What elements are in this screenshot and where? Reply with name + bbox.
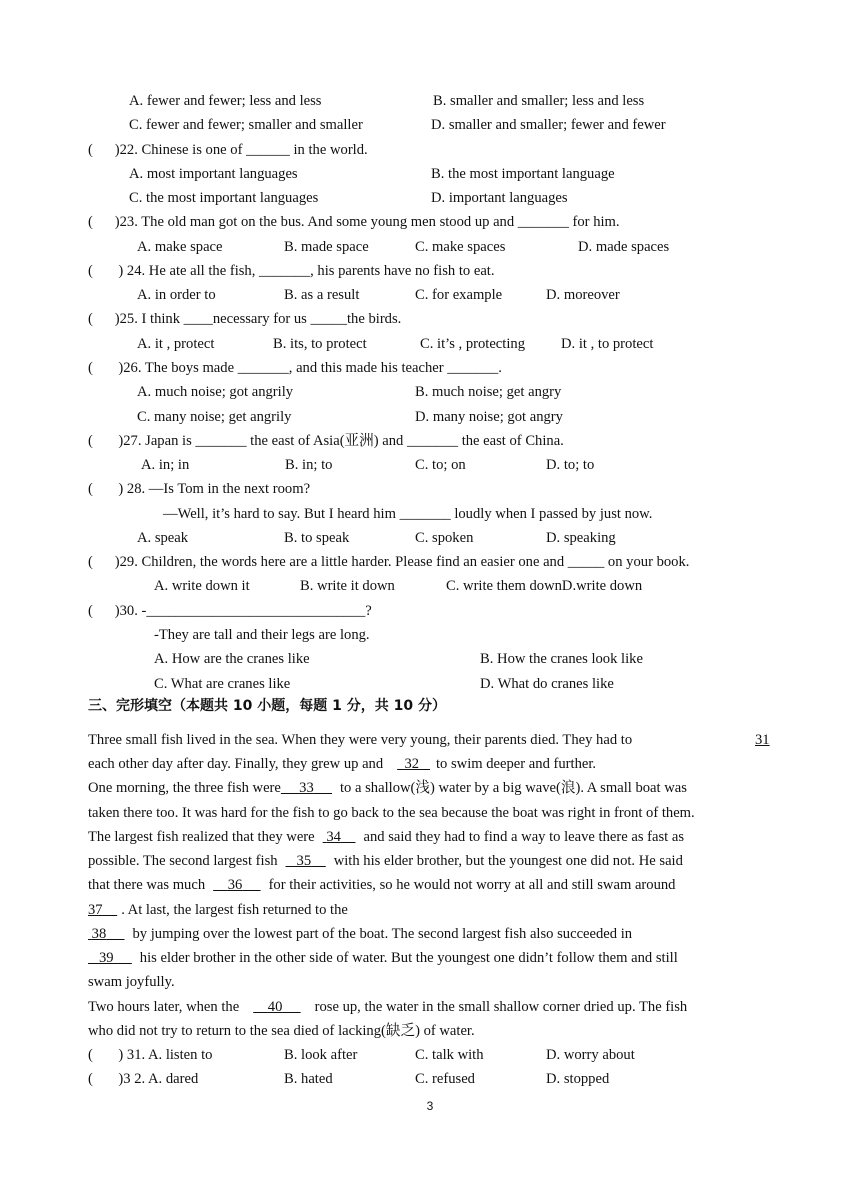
q31-option-d: D. worry about bbox=[546, 1047, 635, 1063]
passage-line: possible. The second largest fish 35 with his elder brother, but the youngest one did not. He said bbox=[88, 853, 683, 869]
q27-stem: ( )27. Japan is _______ the east of Asia(亚洲) and _______ the east of China. bbox=[88, 433, 564, 449]
q30-option-d: D. What do cranes like bbox=[480, 676, 614, 692]
passage-line: swam joyfully. bbox=[88, 974, 175, 990]
q30-option-b: B. How the cranes look like bbox=[480, 651, 643, 667]
passage-line: One morning, the three fish were 33 to a shallow(浅) water by a big wave(浪). A small boat was bbox=[88, 780, 687, 796]
q21-option-d: D. smaller and smaller; fewer and fewer bbox=[431, 117, 666, 133]
q23-option-a: A. make space bbox=[137, 239, 223, 255]
q28-stem-response: —Well, it’s hard to say. But I heard him _______ loudly when I passed by just now. bbox=[163, 506, 653, 522]
passage-line: taken there too. It was hard for the fish to go back to the sea because the boat was right in front of them. bbox=[88, 805, 695, 821]
blank-37: 37 bbox=[88, 902, 103, 918]
q28-option-d: D. speaking bbox=[546, 530, 616, 546]
q30-stem: ( )30. -______________________________? bbox=[88, 603, 372, 619]
q22-option-c: C. the most important languages bbox=[129, 190, 319, 206]
q23-stem: ( )23. The old man got on the bus. And some young men stood up and _______ for him. bbox=[88, 214, 620, 230]
passage-line: that there was much 36 for their activities, so he would not worry at all and still swam around bbox=[88, 877, 676, 893]
passage-line: Two hours later, when the 40 rose up, the water in the small shallow corner dried up. The fish bbox=[88, 999, 688, 1015]
q25-stem: ( )25. I think ____necessary for us _____the birds. bbox=[88, 311, 402, 327]
blank-34: 34 bbox=[326, 829, 341, 845]
q26-option-d: D. many noise; got angry bbox=[415, 409, 563, 425]
q31-stem: ( ) 31. A. listen to bbox=[88, 1047, 213, 1063]
q30-option-c: C. What are cranes like bbox=[154, 676, 291, 692]
q25-option-b: B. its, to protect bbox=[273, 336, 367, 352]
passage-line: who did not try to return to the sea died of lacking(缺乏) of water. bbox=[88, 1023, 475, 1039]
passage-line: each other day after day. Finally, they grew up and 32 to swim deeper and further. bbox=[88, 756, 597, 772]
q27-option-b: B. in; to bbox=[285, 457, 333, 473]
q28-stem: ( ) 28. —Is Tom in the next room? bbox=[88, 481, 311, 497]
q23-option-c: C. make spaces bbox=[415, 239, 506, 255]
q32-stem: ( )3 2. A. dared bbox=[88, 1071, 199, 1087]
q28-option-a: A. speak bbox=[137, 530, 189, 546]
q24-stem: ( ) 24. He ate all the fish, _______, his parents have no fish to eat. bbox=[88, 263, 495, 279]
q32-option-d: D. stopped bbox=[546, 1071, 610, 1087]
q22-option-b: B. the most important language bbox=[431, 166, 615, 182]
q26-option-a: A. much noise; got angrily bbox=[137, 384, 294, 400]
q29-option-a: A. write down it bbox=[154, 578, 250, 594]
q22-stem: ( )22. Chinese is one of ______ in the world. bbox=[88, 142, 368, 158]
blank-38: 38 bbox=[91, 926, 107, 942]
blank-33: 33 bbox=[299, 780, 314, 796]
section-title-cloze: 三、完形填空（本题共 10 小题，每题 1 分，共 10 分） bbox=[88, 698, 446, 714]
q28-option-c: C. spoken bbox=[415, 530, 474, 546]
q21-option-c: C. fewer and fewer; smaller and smaller bbox=[129, 117, 363, 133]
q31-option-c: C. talk with bbox=[415, 1047, 484, 1063]
q26-stem: ( )26. The boys made _______, and this made his teacher _______. bbox=[88, 360, 502, 376]
q23-option-d: D. made spaces bbox=[578, 239, 670, 255]
q29-stem: ( )29. Children, the words here are a little harder. Please find an easier one and _____ on your book. bbox=[88, 554, 690, 570]
q22-option-d: D. important languages bbox=[431, 190, 568, 206]
q27-option-c: C. to; on bbox=[415, 457, 466, 473]
q29-option-c: C. write them downD.write down bbox=[446, 578, 643, 594]
q31-option-b: B. look after bbox=[284, 1047, 358, 1063]
q26-option-c: C. many noise; get angrily bbox=[137, 409, 292, 425]
blank-35: 35 bbox=[296, 853, 312, 869]
page-number: 3 bbox=[426, 1099, 434, 1113]
passage-line: The largest fish realized that they were 34 and said they had to find a way to leave there as fast as bbox=[88, 829, 685, 845]
blank-40: 40 bbox=[267, 999, 283, 1015]
q23-option-b: B. made space bbox=[284, 239, 369, 255]
q25-option-c: C. it’s , protecting bbox=[420, 336, 525, 352]
blank-31: 31 bbox=[755, 732, 770, 748]
q22-option-a: A. most important languages bbox=[129, 166, 298, 182]
q28-option-b: B. to speak bbox=[284, 530, 350, 546]
q30-stem-response: -They are tall and their legs are long. bbox=[154, 627, 370, 643]
blank-32: 32 bbox=[404, 756, 420, 772]
passage-line: 38 by jumping over the lowest part of the boat. The second largest fish also succeeded in bbox=[88, 925, 632, 943]
passage-line: Three small fish lived in the sea. When they were very young, their parents died. They had to bbox=[88, 732, 633, 748]
q27-option-a: A. in; in bbox=[141, 457, 190, 473]
q29-option-b: B. write it down bbox=[300, 578, 395, 594]
q24-option-a: A. in order to bbox=[137, 287, 216, 303]
q24-option-b: B. as a result bbox=[284, 287, 360, 303]
passage-line: 37 . At last, the largest fish returned to the bbox=[88, 902, 348, 918]
q32-option-c: C. refused bbox=[415, 1071, 475, 1087]
q21-option-a: A. fewer and fewer; less and less bbox=[129, 93, 322, 109]
q25-option-a: A. it , protect bbox=[137, 336, 215, 352]
q24-option-d: D. moreover bbox=[546, 287, 620, 303]
q26-option-b: B. much noise; get angry bbox=[415, 384, 562, 400]
q30-option-a: A. How are the cranes like bbox=[154, 651, 310, 667]
blank-39: 39 bbox=[98, 950, 114, 966]
q27-option-d: D. to; to bbox=[546, 457, 595, 473]
q25-option-d: D. it , to protect bbox=[561, 336, 654, 352]
q21-option-b: B. smaller and smaller; less and less bbox=[433, 93, 645, 109]
q24-option-c: C. for example bbox=[415, 287, 503, 303]
q32-option-b: B. hated bbox=[284, 1071, 333, 1087]
passage-line: 39 his elder brother in the other side of water. But the youngest one didn’t follow them and still bbox=[88, 949, 678, 967]
blank-36: 36 bbox=[227, 877, 243, 893]
